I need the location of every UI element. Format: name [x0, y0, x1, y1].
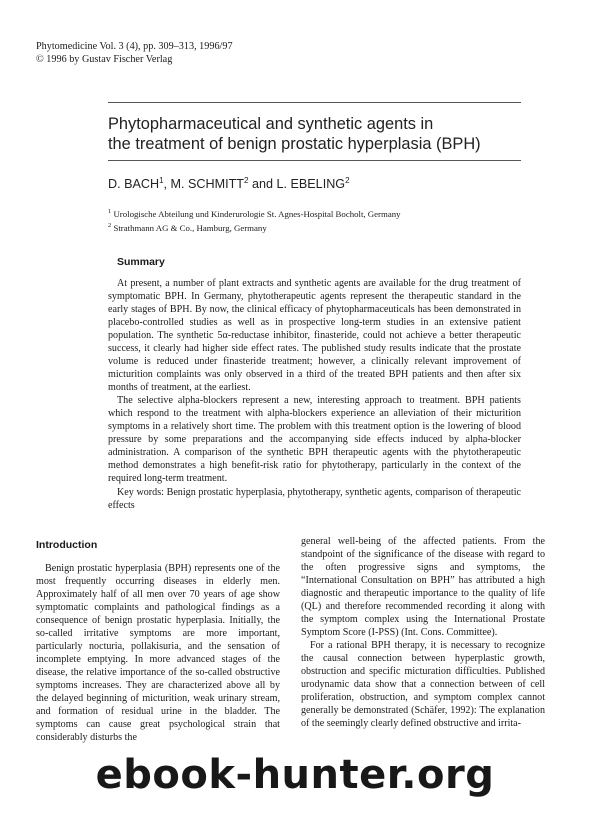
author-affiliation-mark: 2 — [244, 176, 249, 185]
affiliations — [108, 206, 401, 234]
summary-body — [108, 277, 521, 485]
article-title — [108, 114, 528, 154]
journal-citation: Phytomedicine Vol. 3 (4), pp. 309–313, 1996/97 — [36, 41, 233, 52]
affiliation-mark: 2 — [108, 221, 112, 229]
body-paragraph: Benign prostatic hyperplasia (BPH) represents one of the most frequently occurring diseases in elderly men. Approximately half of all men over 70 years of age show symptomatic complaints and pathological findings as a consequence of benign prostatic hyperplasia. Initially, the so-called irritative symptoms are more important, particularly nocturia, pollakisuria, and the sensation of incomplete emptying. In more advanced stages of the disease, the relative importance of the so-called obstructive symptoms increases. They are characterized above all by the delayed beginning of micturition, weak urinary stream, and formation of residual urine in the bladder. The symptoms can cause great psychological strain that considerably disturbs the — [36, 563, 280, 743]
author-name: M. SCHMITT — [170, 177, 245, 192]
author-name: D. BACH — [108, 177, 160, 192]
body-paragraph: general well-being of the affected patients. From the standpoint of the significance of the disease with regard to the often progressive signs and symptoms, the “International Consultation on BPH” has attributed a high diagnostic and therapeutic importance to the quality of life (QL) and therefore recommended recording it along with the symptom complex using the International Prostate Symptom Score (I-PSS) (Int. Cons. Committee). — [301, 536, 545, 638]
introduction-heading: Introduction — [36, 539, 98, 551]
summary-heading: Summary — [117, 256, 165, 268]
author-list — [108, 176, 350, 191]
keywords-text: Key words: Benign prostatic hyperplasia, phytotherapy, synthetic agents, comparison of therapeutic effects — [108, 487, 521, 511]
body-paragraph: For a rational BPH therapy, it is necessary to recognize the causal connection between hyperplastic growth, obstruction and specific micturation difficulties. Published urodynamic data show that a connection between of cell proliferation, obstruction, and symptom complex cannot generally be demonstrated (Schäfer, 1992): The explanation of the seemingly clearly defined obstructive and irrita- — [301, 640, 545, 729]
author-separator: , — [163, 177, 171, 192]
affiliation-mark: 1 — [108, 208, 112, 215]
title-line-2: the treatment of benign prostatic hyperplasia (BPH) — [108, 135, 481, 153]
title-bottom-rule — [108, 160, 521, 161]
author-name: L. EBELING — [276, 177, 346, 192]
keywords-block — [108, 486, 521, 512]
affiliation-item — [108, 206, 401, 220]
watermark-text: ebook-hunter.org — [95, 752, 495, 798]
affiliation-item — [108, 220, 401, 234]
title-top-rule — [108, 102, 521, 103]
journal-header — [36, 40, 233, 66]
summary-paragraph: At present, a number of plant extracts and synthetic agents are available for the drug treatment of symptomatic BPH. In Germany, phytotherapeutic agents represent the therapeutic standard in the early stages of BPH. By now, the clinical efficacy of phytopharmaceuticals has been demonstrated in placebo-controlled studies as well as in prospective long-term studies in an extensive patient population. The synthetic 5α-reductase inhibitor, finasteride, could not achieve a better therapeutic success, it clearly had higher side effect rates. The published study results indicate that the prostate volume is reduced under finasteride treatment; however, a clinically relevant improvement of micturition complaints was only observed in a third of the treated BPH patients and then after six months of treatment, at the earliest. — [108, 278, 521, 393]
introduction-right-column — [301, 535, 545, 730]
author-affiliation-mark: 1 — [159, 176, 164, 185]
affiliation-text: Urologische Abteilung und Kinderurologie St. Agnes-Hospital Bocholt, Germany — [113, 208, 401, 219]
author-affiliation-mark: 2 — [345, 176, 350, 185]
journal-copyright: © 1996 by Gustav Fischer Verlag — [36, 54, 173, 65]
title-line-1: Phytopharmaceutical and synthetic agents in — [108, 115, 434, 133]
summary-paragraph: The selective alpha-blockers represent a new, interesting approach to treatment. BPH patients which respond to the treatment with alpha-blockers experience an alleviation of their micturition symptoms in a relatively short time. The problem with this treatment option is the lowering of blood pressure by some preparations and the accompanying side effects induced by alpha-blocker administration. A comparison of the synthetic BPH therapeutic agents with the phytotherapeutic method demonstrates a high benefit-risk ratio for phytotherapy, particularly in the context of the required long-term treatment. — [108, 395, 521, 484]
introduction-left-column — [36, 562, 280, 744]
affiliation-text: Strathmann AG & Co., Hamburg, Germany — [113, 222, 267, 233]
author-separator: and — [248, 177, 277, 192]
